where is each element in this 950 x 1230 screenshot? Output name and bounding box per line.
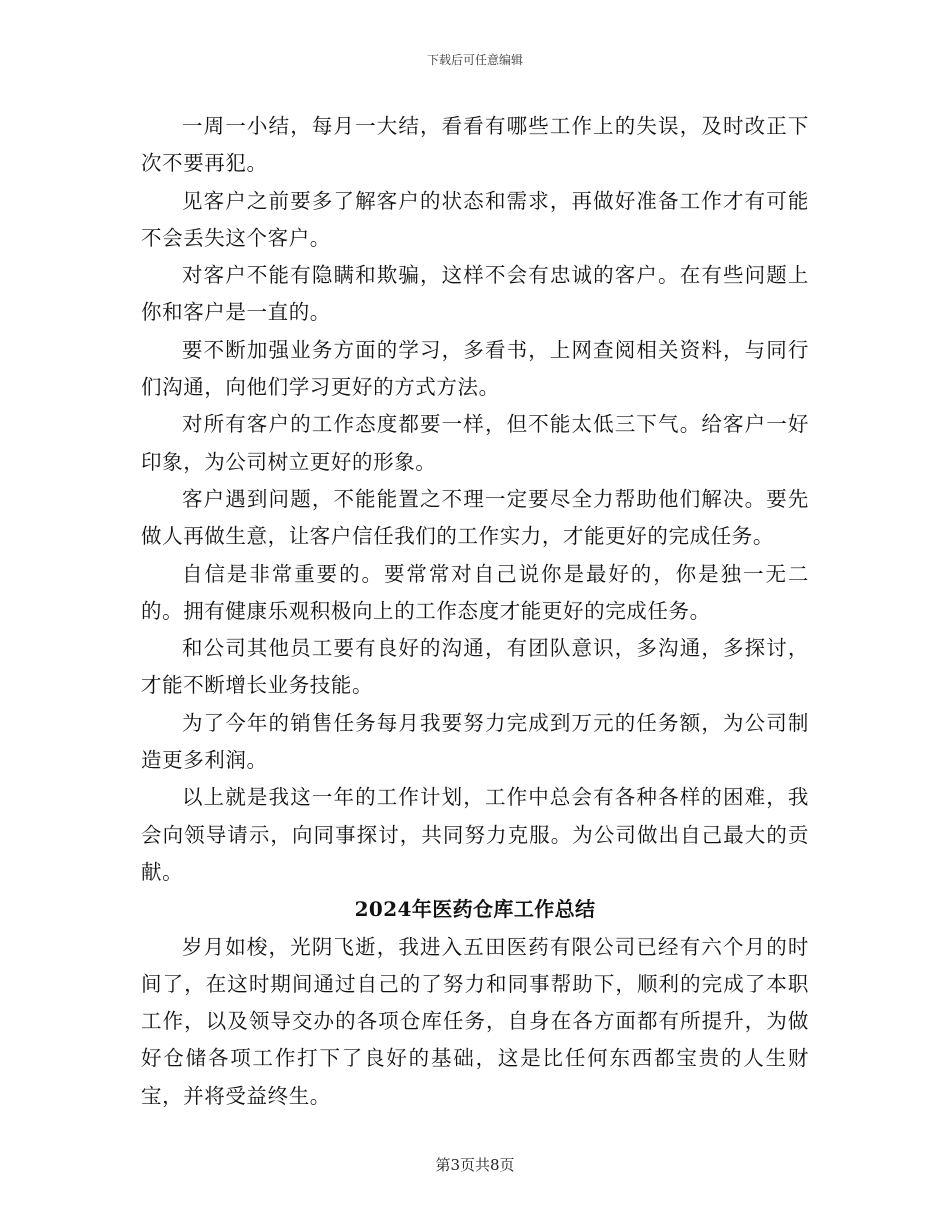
paragraph-know-customer: 见客户之前要多了解客户的状态和需求，再做好准备工作才有可能不会丢失这个客户。 [141, 188, 809, 250]
page-header: 下载后可任意编辑 [426, 53, 523, 67]
paragraph-help-customers: 客户遇到问题，不能能置之不理一定要尽全力帮助他们解决。要先做人再做生意，让客户信任我们的工作实力，才能更好的完成任务。 [141, 486, 809, 549]
paragraph-weekly-summary: 一周一小结，每月一大结，看看有哪些工作上的失误，及时改正下次不要再犯。 [141, 114, 809, 176]
document-body [141, 108, 809, 1115]
paragraph-warehouse-intro: 岁月如梭，光阴飞逝，我进入五田医药有限公司已经有六个月的时间了，在这时期间通过自己的了努力和同事帮助下，顺利的完成了本职工作，以及领导交办的各项仓库任务，自身在各方面都有所提升，为做好仓储各项工作打下了良好的基础，这是比任何东西都宝贵的人生财宝，并将受益终生。 [141, 934, 809, 1108]
paragraph-attitude: 对所有客户的工作态度都要一样，但不能太低三下气。给客户一好印象，为公司树立更好的形象。 [141, 412, 809, 474]
paragraph-learning: 要不断加强业务方面的学习，多看书，上网查阅相关资料，与同行们沟通，向他们学习更好的方式方法。 [141, 337, 809, 400]
paragraph-teamwork: 和公司其他员工要有良好的沟通，有团队意识，多沟通，多探讨，才能不断增长业务技能。 [141, 636, 809, 698]
paragraph-conclusion: 以上就是我这一年的工作计划，工作中总会有各种各样的困难，我会向领导请示，向同事探讨，共同努力克服。为公司做出自己最大的贡献。 [141, 785, 809, 884]
paragraph-sales-target: 为了今年的销售任务每月我要努力完成到万元的任务额，为公司制造更多利润。 [141, 710, 809, 773]
page-number: 第3页共8页 [435, 1156, 515, 1174]
section-title: 2024年医药仓库工作总结 [354, 897, 596, 922]
paragraph-honesty: 对客户不能有隐瞒和欺骗，这样不会有忠诚的客户。在有些问题上你和客户是一直的。 [141, 263, 809, 325]
paragraph-confidence: 自信是非常重要的。要常常对自己说你是最好的，你是独一无二的。拥有健康乐观积极向上的工作态度才能更好的完成任务。 [141, 561, 809, 623]
